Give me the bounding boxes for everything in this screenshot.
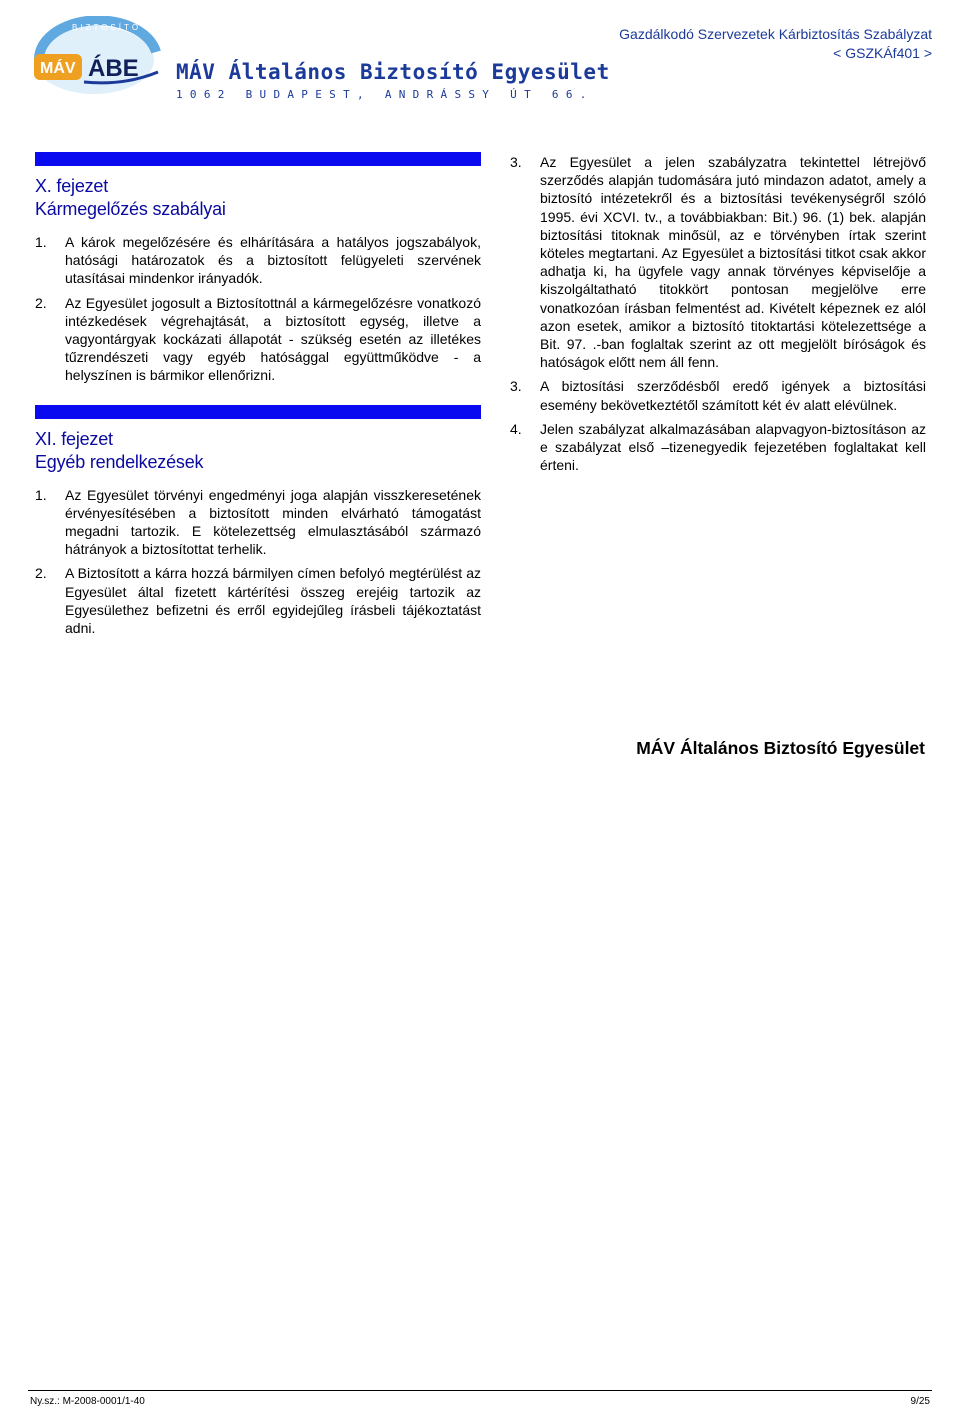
list-item xyxy=(35,564,481,637)
chapter-number: XI. fejezet xyxy=(35,428,113,449)
closing-brand: MÁV Általános Biztosító Egyesület xyxy=(636,738,925,758)
company-name: MÁV Általános Biztosító Egyesület xyxy=(176,60,610,84)
logo-arc-text: BIZTOSÍTÓ xyxy=(72,23,142,32)
list-item xyxy=(510,420,926,475)
chapter-items-continued xyxy=(510,153,926,474)
item-number: 3. xyxy=(510,154,522,170)
item-text: Az Egyesület törvényi engedményi joga alapján visszkeresetének érvényesítésében a biztosított minden elvárható támogatást megadni tartozik. E kötelezettség elmulasztásából származó hátrányok a biztosítottat terhelik. xyxy=(65,486,481,558)
item-number: 4. xyxy=(510,420,522,437)
chapter-number: X. fejezet xyxy=(35,176,109,196)
chapter-items xyxy=(35,486,481,638)
document-code: < GSZKÁf401 > xyxy=(833,45,932,61)
item-text: A biztosítási szerződésből eredő igények a biztosítási esemény bekövetkeztétől számított két év alatt elévülnek. xyxy=(540,378,926,413)
item-number: 1. xyxy=(35,234,47,250)
list-item xyxy=(510,153,926,371)
list-item xyxy=(35,486,481,559)
item-number: 2. xyxy=(35,294,47,311)
item-text: Az Egyesület jogosult a Biztosítottnál a kármegelőzésre vonatkozó intézkedések végrehajtását, a biztosított egység, illetve a vagyontárgyak kockázati állapotát - szükség esetén az illetékes tűzrendészeti vagy egyéb hatósággal együttműködve - a helyszínen is bármikor ellenőrizni. xyxy=(65,294,481,384)
chapter-items xyxy=(35,233,481,385)
chapter-heading xyxy=(35,175,481,221)
item-text: Jelen szabályzat alkalmazásában alapvagyon-biztosításon az e szabályzat első –tizenegyedik fejezetében foglaltakat kell érteni. xyxy=(540,420,926,474)
item-text: A Biztosított a kárra hozzá bármilyen címen befolyó megtérülést az Egyesület által fizetett kártérítési összeg erejéig tartozik az Egyesülethez befizetni és erről egyidejűleg írásbeli tájékoztatást adni. xyxy=(65,565,481,637)
list-item xyxy=(35,294,481,385)
document-title: Gazdálkodó Szervezetek Kárbiztosítás Szabályzat xyxy=(619,26,932,42)
footer-divider xyxy=(28,1390,932,1391)
item-text: A károk megelőzésére és elhárítására a hatályos jogszabályok, hatósági határozatok és a biztosított felügyeleti szervének utasításai mindenkor irányadók. xyxy=(65,234,481,287)
company-logo xyxy=(28,16,168,100)
logo-badge-text: MÁV xyxy=(40,60,76,77)
left-column xyxy=(35,152,481,643)
item-number: 3. xyxy=(510,378,522,395)
right-column xyxy=(510,153,926,480)
item-number: 2. xyxy=(35,565,47,582)
chapter-title: Kármegelőzés szabályai xyxy=(35,199,226,219)
logo-mark-text: ÁBE xyxy=(88,55,139,82)
list-item xyxy=(35,233,481,288)
chapter-heading xyxy=(35,428,481,474)
footer-doc-number: Ny.sz.: M-2008-0001/1-40 xyxy=(30,1396,145,1407)
chapter-title: Egyéb rendelkezések xyxy=(35,451,204,472)
list-item xyxy=(510,377,926,413)
chapter-bar xyxy=(35,405,481,419)
footer-page-number: 9/25 xyxy=(910,1396,930,1407)
item-text: Az Egyesület a jelen szabályzatra tekintettel létrejövő szerződés alapján tudomására jutó mindazon adatot, amely a biztosító intézetekről és a biztosítási tevékenységről szóló 1995. évi XCVI. tv., a továbbiakban: Bit.) 96. (1) bek. alapján biztosítási titoknak minősül, az e törvényben írtak szerint köteles megtartani. Az Egyesület a biztosítási titkot csak akkor adhatja ki, ha ügyfele vagy annak törvényes képviselője a kiszolgáltatható titokkört pontosan megjelölve erre vonatkozóan írásban felmentést ad. Kivételt képeznek ez alól azon esetek, amikor a biztosító titoktartási kötelezettsége a Bit. 97. .-ban foglaltak szerint az ott megjelölt bíróságok és hatóságok előtt nem áll fenn. xyxy=(540,154,926,371)
item-number: 1. xyxy=(35,486,47,503)
chapter-bar xyxy=(35,152,481,166)
company-address: 1062 BUDAPEST, ANDRÁSSY ÚT 66. xyxy=(176,88,594,101)
